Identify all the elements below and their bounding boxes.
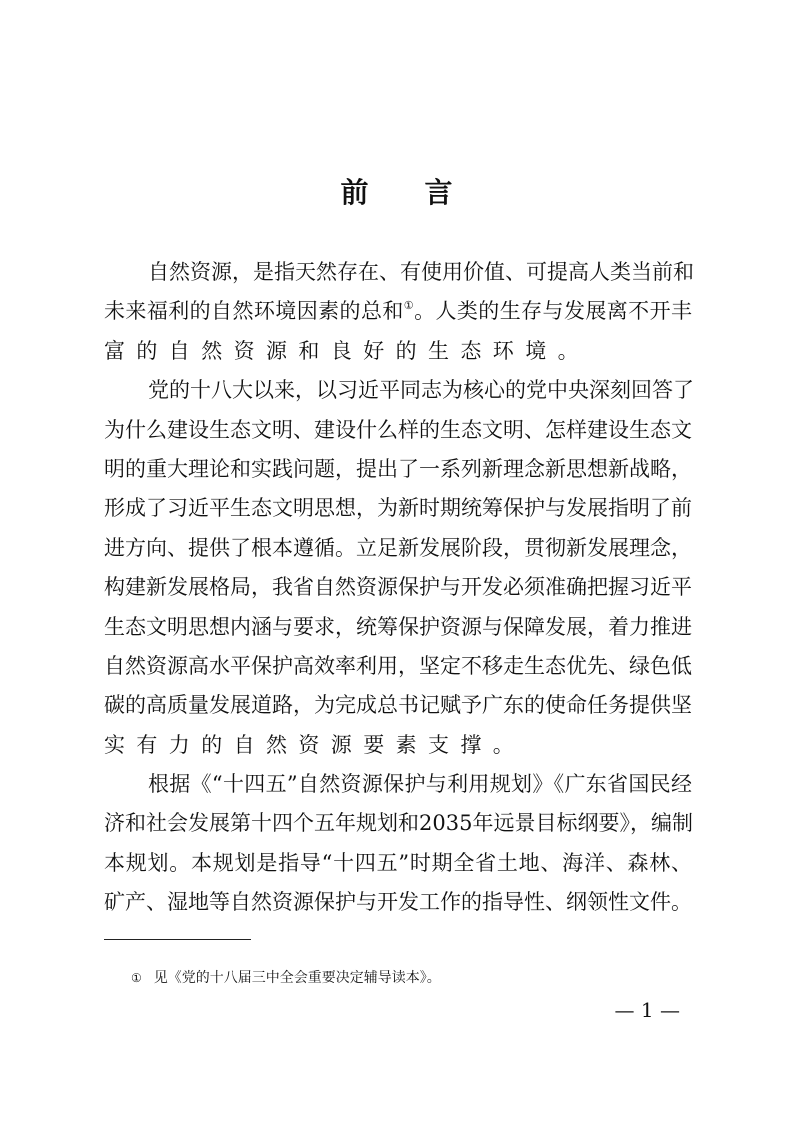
- line-text: 。人类的生存与发展离不开丰: [414, 299, 693, 324]
- paragraph-3-line: 矿产、湿地等自然资源保护与开发工作的指导性、纲领性文件。: [104, 890, 692, 915]
- footnote: [131, 968, 441, 988]
- title-char-2: 言: [424, 176, 453, 209]
- paragraph-2-line: 实有力的自然资源要素支撑。: [104, 732, 526, 757]
- paragraph-3-line: 根据《“十四五”自然资源保护与利用规划》《广东省国民经: [148, 772, 692, 797]
- document-body: [104, 253, 692, 923]
- paragraph-3-line: 济和社会发展第十四个五年规划和2035年远景目标纲要》，编制: [104, 811, 693, 836]
- page-number: — 1 —: [614, 998, 680, 1022]
- paragraph-2-line: 构建新发展格局，我省自然资源保护与开发必须准确把握习近平: [104, 575, 692, 600]
- paragraph-2-line: 形成了习近平生态文明思想，为新时期统筹保护与发展指明了前: [104, 496, 692, 521]
- paragraph-2-line: 进方向、提供了根本遵循。立足新发展阶段，贯彻新发展理念，: [104, 535, 692, 560]
- title-char-1: 前: [340, 176, 369, 209]
- footnote-text: 见《党的十八届三中全会重要决定辅导读本》。: [153, 970, 441, 986]
- page-title: [0, 171, 793, 211]
- paragraph-1-line-1: 自然资源，是指天然存在、有使用价值、可提高人类当前和: [148, 260, 694, 284]
- footnote-divider: [104, 939, 251, 940]
- paragraph-2-line: 自然资源高水平保护高效率利用，坚定不移走生态优先、绿色低: [104, 653, 692, 678]
- paragraph-2-line: 明的重大理论和实践问题，提出了一系列新理念新思想新战略，: [104, 456, 692, 481]
- paragraph-2-line: 生态文明思想内涵与要求，统筹保护资源与保障发展，着力推进: [104, 614, 692, 639]
- paragraph-2-line: 党的十八大以来，以习近平同志为核心的党中央深刻回答了: [148, 378, 694, 403]
- footnote-mark: ①: [131, 971, 142, 985]
- footnote-ref[interactable]: ①: [403, 299, 415, 313]
- paragraph-1-line-3: 富的自然资源和良好的生态环境。: [104, 338, 590, 363]
- paragraph-2-line: 碳的高质量发展道路，为完成总书记赋予广东的使命任务提供坚: [104, 693, 692, 718]
- paragraph-1-line-2: [104, 292, 692, 331]
- paragraph-2-line: 为什么建设生态文明、建设什么样的生态文明、怎样建设生态文: [104, 417, 692, 442]
- paragraph-3-line: 本规划。本规划是指导“十四五”时期全省土地、海洋、森林、: [104, 850, 692, 875]
- line-text: 未来福利的自然环境因素的总和: [104, 299, 404, 324]
